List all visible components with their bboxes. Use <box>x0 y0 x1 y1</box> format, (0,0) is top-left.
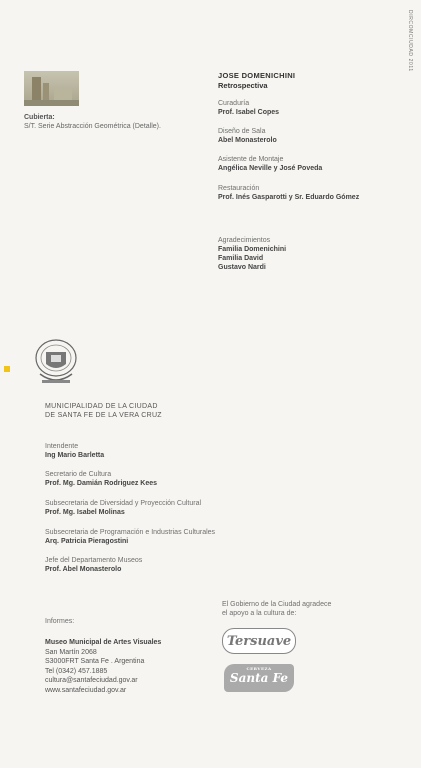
yellow-marker <box>4 366 10 372</box>
official-role: Jefe del Departamento Museos <box>45 557 143 564</box>
contact-email: cultura@santafeciudad.gov.ar <box>45 677 138 684</box>
contact-website: www.santafeciudad.gov.ar <box>45 687 127 694</box>
thanks-label: Agradecimientos <box>218 237 271 244</box>
thanks-item: Familia Domenichini <box>218 246 287 253</box>
tersuave-logo <box>222 628 296 654</box>
artist-name: JOSE DOMENICHINI <box>218 71 296 80</box>
official-role: Intendente <box>45 443 79 450</box>
credit-name: Prof. Isabel Copes <box>218 109 280 116</box>
tersuave-logo-text: Tersuave <box>226 633 292 649</box>
cover-thumbnail <box>24 71 79 106</box>
municipality-line1: MUNICIPALIDAD DE LA CIUDAD <box>45 403 158 410</box>
contact-line: San Martín 2068 <box>45 649 97 656</box>
official-role: Subsecretaria de Diversidad y Proyección Cultural <box>45 500 202 507</box>
official-name: Ing Mario Barletta <box>45 452 105 459</box>
credit-role: Restauración <box>218 185 260 192</box>
cover-caption: S/T. Serie Abstracción Geométrica (Detalle). <box>24 123 161 130</box>
credit-role: Curaduría <box>218 100 250 107</box>
museum-name: Museo Municipal de Artes Visuales <box>45 639 162 646</box>
sponsors-line1: El Gobierno de la Ciudad agradece <box>222 601 332 608</box>
contact-label: Informes: <box>45 618 75 625</box>
thanks-item: Gustavo Nardi <box>218 264 266 271</box>
spine-text: DIRCOMCIUDAD 2011 <box>407 10 413 72</box>
official-name: Prof. Abel Monasterolo <box>45 566 122 573</box>
credit-name: Prof. Inés Gasparotti y Sr. Eduardo Gómez <box>218 194 360 201</box>
cover-label: Cubierta: <box>24 114 55 121</box>
official-role: Subsecretaria de Programación e Industrias Culturales <box>45 529 216 536</box>
contact-line: Tel (0342) 457.1885 <box>45 668 108 675</box>
santa-fe-logo-small: CERVEZA <box>246 666 272 671</box>
official-role: Secretario de Cultura <box>45 471 112 478</box>
santa-fe-logo-text: Santa Fe <box>229 671 289 685</box>
credit-role: Asistente de Montaje <box>218 156 284 163</box>
official-name: Prof. Mg. Damián Rodriguez Kees <box>45 480 158 487</box>
sponsors-line2: el apoyo a la cultura de: <box>222 610 297 617</box>
santa-fe-beer-logo <box>224 664 294 692</box>
credit-name: Abel Monasterolo <box>218 137 277 144</box>
official-name: Prof. Mg. Isabel Molinas <box>45 509 125 516</box>
municipal-crest-logo <box>34 336 78 390</box>
municipality-line2: DE SANTA FE DE LA VERA CRUZ <box>45 412 162 419</box>
credit-name: Angélica Neville y José Poveda <box>218 165 323 172</box>
contact-line: S3000FRT Santa Fe . Argentina <box>45 658 145 665</box>
exhibition-subtitle: Retrospectiva <box>218 81 268 90</box>
credit-role: Diseño de Sala <box>218 128 266 135</box>
thanks-item: Familia David <box>218 255 264 262</box>
official-name: Arq. Patricia Pieragostini <box>45 538 129 545</box>
